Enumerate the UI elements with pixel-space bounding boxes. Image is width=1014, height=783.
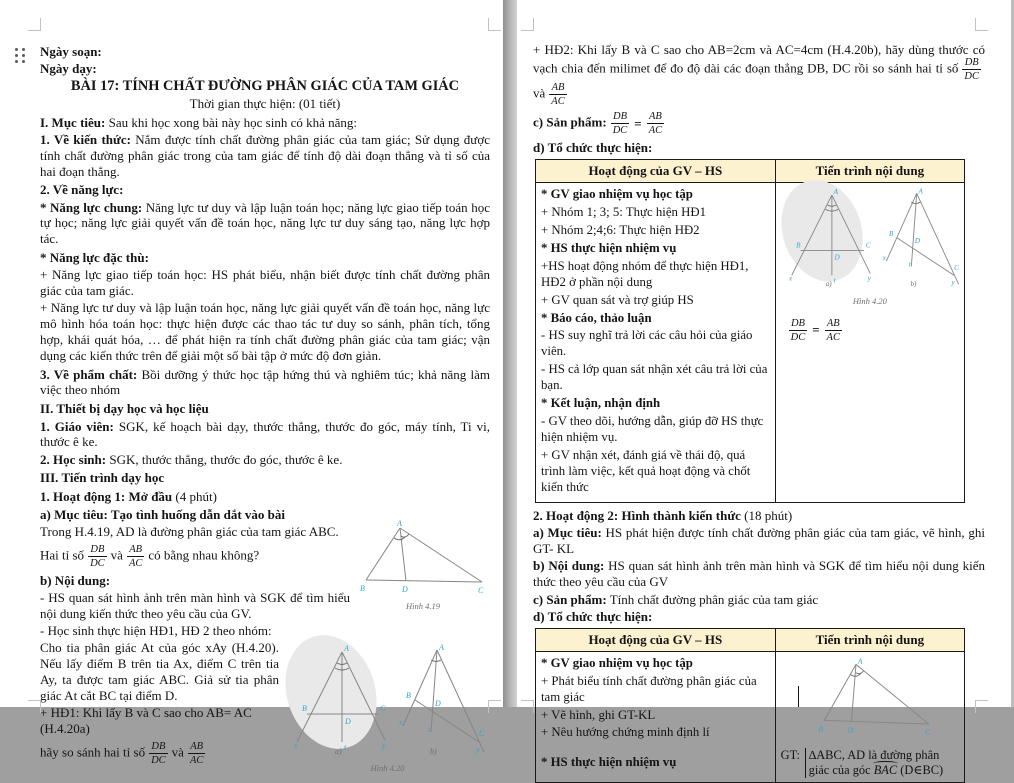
- svg-text:x: x: [882, 254, 886, 263]
- gt-row: [781, 748, 959, 778]
- figure-h419: [356, 518, 490, 615]
- svg-text:C: C: [924, 727, 930, 737]
- svg-text:x: x: [788, 274, 792, 283]
- paragraph-hs-quansat: - HS quan sát hình ảnh trên màn hình và SGK để tìm hiểu nội dung kiến thức theo yêu cầu của GV.: [40, 589, 350, 621]
- figure-caption: Hình 4.19: [406, 600, 440, 611]
- paragraph-trong-h419: Trong H.4.19, AD là đường phân giác của tam giác ABC.: [40, 523, 339, 539]
- svg-text:x: x: [294, 741, 298, 751]
- fraction-db-dc: $\frac{DB}{DC}$: [612, 111, 628, 137]
- page-1-body: [0, 0, 503, 777]
- page-1[interactable]: [0, 0, 503, 774]
- svg-text:a): a): [335, 747, 342, 757]
- table-item: + Nhóm 2;4;6: Thực hiện HĐ2: [541, 223, 700, 238]
- heading-tientrinh: III. Tiến trình dạy học: [40, 470, 165, 486]
- heading-tochuc-d: d) Tổ chức thực hiện:: [533, 140, 653, 156]
- svg-text:D: D: [435, 699, 441, 709]
- table-item: + Phát biểu tính chất đường phân giác của tam giác: [541, 673, 757, 704]
- heading-thietbi: II. Thiết bị dạy học và học liệu: [40, 401, 209, 417]
- svg-text:y: y: [951, 278, 955, 287]
- svg-text:x: x: [399, 718, 403, 728]
- table-item: - HS suy nghĩ trả lời các câu hỏi của giáo viên.: [541, 328, 753, 359]
- triangle-abc-gt-drawing: [800, 655, 940, 739]
- paragraph-haysanh: hãy so sánh hai tỉ số $\frac{DB}{DC}$ và $\frac{AB}{AC}$: [40, 740, 204, 766]
- svg-text:B: B: [406, 691, 411, 701]
- table-item: - GV theo dõi, hướng dẫn, giúp đỡ HS thực hiện nhiệm vụ.: [541, 414, 764, 444]
- svg-text:D: D: [847, 725, 853, 735]
- table2-left-cell: [536, 651, 776, 782]
- table-item: * Báo cáo, thảo luận: [541, 310, 652, 325]
- table-item: + GV quan sát và trợ giúp HS: [541, 292, 694, 307]
- paragraph-kienthuc: 1. Về kiến thức: Nắm được tính chất đường phân giác của tam giác; Sử dụng được tính chất đường phân giác trong của tam giác để tính độ dài đoạn thẳng và tỉ số của hai đoạn thẳng.: [40, 131, 490, 179]
- lesson-title: BÀI 17: TÍNH CHẤT ĐƯỜNG PHÂN GIÁC CỦA TAM GIÁC: [70, 77, 460, 94]
- svg-text:B: B: [818, 724, 824, 734]
- svg-text:B: B: [302, 704, 307, 714]
- heading-sanpham-c: c) Sản phẩm: $\frac{DB}{DC}$ = $\frac{AB}{AC}$: [533, 111, 663, 137]
- svg-text:y: y: [382, 741, 386, 751]
- svg-text:A: A: [397, 518, 402, 528]
- crop-mark-icon: [975, 700, 988, 713]
- activity-table-2: [535, 628, 965, 783]
- table-item: + GV nhận xét, đánh giá về thái độ, quá trình làm việc, kết quả hoạt động và chốt kiến thức: [541, 447, 751, 494]
- fraction-ab-ac: $\frac{AB}{AC}$: [648, 111, 663, 137]
- paragraph-hocsinh-hd: - Học sinh thực hiện HĐ1, HĐ 2 theo nhóm:: [40, 623, 272, 638]
- heading-hoatdong-1: 1. Hoạt động 1: Mở đầu (4 phút): [40, 489, 217, 505]
- svg-text:D: D: [402, 584, 408, 594]
- page-2-body: [517, 0, 1011, 783]
- fraction-db-dc: $\frac{DB}{DC}$: [90, 543, 105, 569]
- table-header-tientrinh: Tiến trình nội dung: [775, 628, 964, 651]
- crop-mark-icon: [488, 18, 501, 31]
- crop-mark-icon: [28, 18, 41, 31]
- table-header-gv-hs: Hoạt động của GV – HS: [536, 160, 776, 183]
- crop-mark-icon: [488, 700, 501, 713]
- svg-text:b): b): [910, 280, 917, 289]
- table-item: + Nhóm 1; 3; 5: Thực hiện HĐ1: [541, 205, 706, 220]
- paragraph-nangluc-giaotiep: + Năng lực giao tiếp toán học: HS phát biểu, nhận biết được tính chất đường phân giác của tam giác.: [40, 267, 490, 299]
- figure-h420-copy: [781, 186, 959, 310]
- paragraph-hd2: + HĐ2: Khi lấy B và C sao cho AB=2cm và AC=4cm (H.4.20b), hãy dùng thước có vạch chia đến milimet để đo độ dài các đoạn thẳng DB, DC rồi so sánh hai tỉ số $\frac{DB}{DC}$ và $\frac{AB}{AC}$: [533, 41, 985, 108]
- svg-text:B: B: [795, 241, 801, 250]
- svg-text:t: t: [833, 276, 836, 285]
- fraction-db-dc: $\frac{DB}{DC}$: [790, 318, 806, 344]
- table-header-gv-hs: Hoạt động của GV – HS: [536, 628, 776, 651]
- svg-text:b): b): [430, 747, 437, 757]
- table-item: * HS thực hiện nhiệm vụ: [541, 755, 677, 770]
- paragraph-nangluc-tuduy: + Năng lực tư duy và lập luận toán học, năng lực giải quyết vấn đề toán học, năng lực mô hình hóa toán học: thực hiện được các thao tác tư duy so sánh, phân tích, tổng hợp, khái quát hóa, … để phát hiện ra tính chất đường phân giác của tam giác; vận dụng các kiến thức trên để giải một số bài tập ở mức độ đơn giản.: [40, 300, 490, 363]
- heading-nangluc-dacthu: * Năng lực đặc thù:: [40, 250, 149, 266]
- svg-text:C: C: [479, 729, 485, 739]
- svg-text:C: C: [865, 241, 871, 250]
- paragraph-nangluc-chung: * Năng lực chung: Năng lực tư duy và lập luận toán học; năng lực giao tiếp toán học tự học; năng lực giải quyết vấn đề toán học, năng lực tư duy sáng tạo, năng lực hợp tác.: [40, 199, 490, 247]
- fraction-db-dc: $\frac{DB}{DC}$: [151, 740, 166, 766]
- svg-text:B: B: [888, 230, 894, 239]
- table2-right-cell: [775, 651, 964, 782]
- activity-table-1: [535, 159, 965, 502]
- drag-handle-icon[interactable]: [15, 48, 26, 63]
- paragraph-giaovien: 1. Giáo viên: SGK, kế hoạch bài dạy, thước thẳng, thước đo góc, máy tính, Ti vi, thước ê ke.: [40, 418, 490, 450]
- crop-mark-icon: [28, 700, 41, 713]
- table-item: * HS thực hiện nhiệm vụ: [541, 240, 677, 255]
- table-item: * GV giao nhiệm vụ học tập: [541, 655, 693, 670]
- svg-text:a): a): [825, 280, 832, 289]
- table1-left-cell: [536, 183, 776, 502]
- angle-bac: BAC: [873, 762, 898, 777]
- svg-text:B: B: [360, 583, 365, 593]
- table-item: + Vẽ hình, ghi GT-KL: [541, 707, 656, 722]
- svg-text:y: y: [476, 745, 480, 755]
- fraction-ab-ac: $\frac{AB}{AC}$: [189, 740, 204, 766]
- crop-mark-icon: [521, 700, 534, 713]
- fraction-ab-ac: $\frac{AB}{AC}$: [826, 318, 840, 344]
- paragraph-hocsinh: 2. Học sinh: SGK, thước thẳng, thước đo góc, thước ê ke.: [40, 451, 343, 467]
- svg-text:D: D: [914, 237, 920, 246]
- svg-text:A: A: [344, 644, 349, 654]
- table-item: - HS cả lớp quan sát nhận xét câu trả lời của bạn.: [541, 362, 768, 393]
- table-item: * Kết luận, nhận định: [541, 396, 661, 411]
- figure-caption: Hình 4.20: [852, 296, 887, 307]
- paragraph-muctieu-a2: a) Mục tiêu: HS phát hiện được tính chất đường phân giác của tam giác, vẽ hình, ghi GT- KL: [533, 524, 985, 556]
- heading-tochuc-d2: d) Tổ chức thực hiện:: [533, 608, 653, 624]
- paragraph-haitiso: Hai tỉ số $\frac{DB}{DC}$ và $\frac{AB}{AC}$ có bằng nhau không?: [40, 543, 260, 569]
- paragraph-phamchat: 3. Về phẩm chất: Bồi dưỡng ý thức học tập hứng thú và nghiêm túc; khả năng làm việc theo nhóm: [40, 366, 490, 398]
- fraction-ab-ac: $\frac{AB}{AC}$: [128, 543, 143, 569]
- figure-caption: Hình 4.20: [370, 763, 405, 774]
- lesson-duration: Thời gian thực hiện: (01 tiết): [189, 95, 341, 111]
- svg-text:D: D: [834, 253, 840, 262]
- gt-label: GT:: [780, 747, 800, 762]
- heading-nangluc: 2. Về năng lực:: [40, 182, 124, 198]
- figure-h420: [285, 642, 490, 777]
- paragraph-muctieu: I. Mục tiêu: Sau khi học xong bài này học sinh có khả năng:: [40, 114, 358, 130]
- svg-text:C: C: [478, 585, 484, 595]
- gt-content: ∆ABC, AD là đường phân giác của góc BAC (D∈BC): [805, 748, 959, 778]
- table-item: * GV giao nhiệm vụ học tập: [541, 187, 693, 202]
- svg-text:C: C: [380, 704, 386, 714]
- paragraph-hd1: + HĐ1: Khi lấy B và C sao cho AB= AC (H.4.20a): [40, 704, 252, 736]
- fraction-db-dc: $\frac{DB}{DC}$: [964, 57, 979, 83]
- table-header-tientrinh: Tiến trình nội dung: [775, 160, 964, 183]
- page-2[interactable]: [517, 0, 1011, 777]
- svg-text:C: C: [953, 264, 959, 273]
- angle-bisector-drawing: [285, 642, 490, 756]
- table-item: + Nêu hướng chứng minh định lí: [541, 725, 710, 740]
- crop-mark-icon: [521, 18, 534, 31]
- date-composed-label: Ngày soạn:: [40, 43, 102, 59]
- heading-noidung-b: b) Nội dung:: [40, 572, 111, 588]
- svg-text:D: D: [345, 717, 351, 727]
- paragraph-noidung-b2: b) Nội dung: HS quan sát hình ảnh trên màn hình và SGK để tìm hiểu nội dung kiến thức theo yêu cầu của GV: [533, 558, 985, 590]
- paragraph-chotia: Cho tia phân giác At của góc xAy (H.4.20). Nếu lấy điểm B trên tia Ax, điểm C trên tia Ay, ta được tam giác ABC. Giả sử tia phân giác At cắt BC tại điểm D.: [40, 640, 279, 703]
- table-item: +HS hoạt động nhóm để thực hiện HĐ1, HĐ2 ở phần nội dung: [541, 258, 749, 289]
- crop-mark-icon: [975, 18, 988, 31]
- svg-text:y: y: [867, 274, 871, 283]
- gt-divider-continuation: [798, 686, 799, 707]
- svg-text:t: t: [344, 743, 347, 753]
- svg-text:A: A: [918, 187, 923, 196]
- page-gap: [503, 0, 517, 707]
- fraction-ab-ac: $\frac{AB}{AC}$: [551, 82, 565, 108]
- date-taught-label: Ngày dạy:: [40, 60, 97, 76]
- paragraph-sanpham-c2: c) Sản phẩm: Tính chất đường phân giác của tam giác: [533, 591, 819, 607]
- heading-hoatdong-2: 2. Hoạt động 2: Hình thành kiến thức (18 phút): [533, 507, 793, 523]
- svg-text:A: A: [439, 643, 444, 653]
- table1-right-cell: [775, 183, 964, 502]
- svg-text:A: A: [833, 188, 838, 197]
- equation-db-dc-ab-ac: $\frac{DB}{DC}$ = $\frac{AB}{AC}$: [790, 318, 840, 344]
- svg-text:A: A: [857, 656, 863, 666]
- svg-text:t: t: [908, 260, 911, 269]
- triangle-abc-drawing: [356, 518, 490, 594]
- svg-text:t: t: [428, 725, 431, 735]
- heading-muctieu-a: a) Mục tiêu: Tạo tình huống dẫn dắt vào bài: [40, 506, 286, 522]
- angle-bisector-drawing: [781, 186, 964, 288]
